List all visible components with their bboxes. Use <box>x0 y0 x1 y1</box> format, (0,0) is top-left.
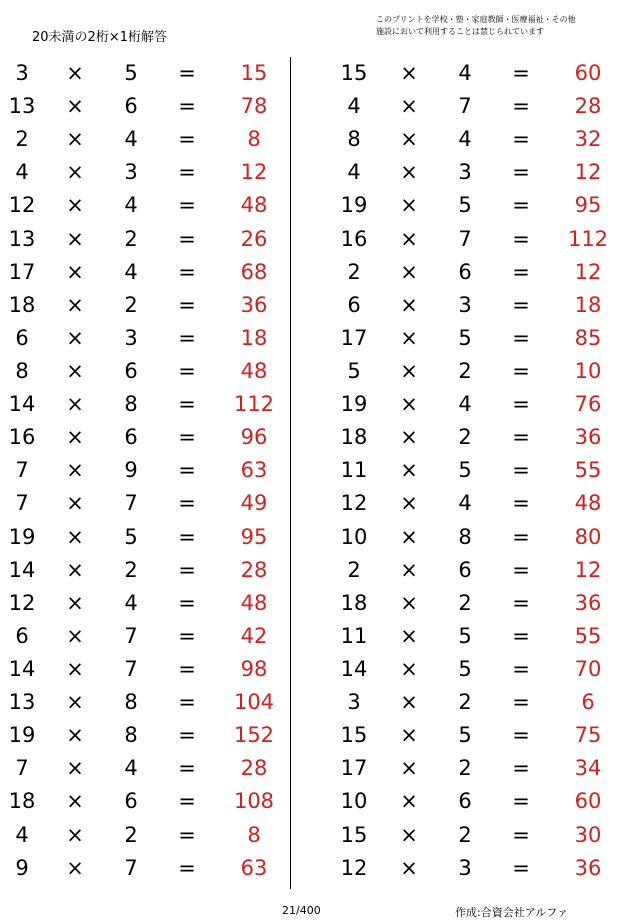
usage-notice-line: このプリントを学校・塾・家庭教師・医療福祉・その他 <box>376 15 576 24</box>
multiplicand: 14 <box>8 392 36 417</box>
multiplicand: 9 <box>15 855 29 880</box>
multiplier: 2 <box>458 358 472 383</box>
multiplicand: 12 <box>340 491 368 516</box>
multiplier: 7 <box>124 656 138 681</box>
answer: 55 <box>574 458 602 483</box>
times-symbol: × <box>400 259 418 284</box>
times-symbol: × <box>66 325 84 350</box>
answer: 36 <box>574 590 602 615</box>
equals-symbol: = <box>178 789 196 814</box>
equals-symbol: = <box>178 656 196 681</box>
answer: 63 <box>240 458 268 483</box>
answer: 48 <box>240 590 268 615</box>
multiplier: 7 <box>124 855 138 880</box>
column-divider <box>290 57 291 889</box>
equals-symbol: = <box>178 193 196 218</box>
multiplier: 5 <box>124 524 138 549</box>
multiplicand: 11 <box>340 458 368 483</box>
multiplier: 2 <box>458 690 472 715</box>
times-symbol: × <box>400 756 418 781</box>
multiplicand: 16 <box>8 425 36 450</box>
equals-symbol: = <box>512 160 530 185</box>
equals-symbol: = <box>512 259 530 284</box>
answer: 78 <box>240 94 268 119</box>
page-number: 21/400 <box>282 904 321 917</box>
answer: 8 <box>247 822 261 847</box>
equals-symbol: = <box>178 94 196 119</box>
usage-notice <box>376 14 576 38</box>
equals-symbol: = <box>512 855 530 880</box>
multiplier: 4 <box>458 127 472 152</box>
multiplier: 2 <box>458 822 472 847</box>
equals-symbol: = <box>178 690 196 715</box>
answer: 34 <box>574 756 602 781</box>
equals-symbol: = <box>512 61 530 85</box>
multiplicand: 12 <box>8 590 36 615</box>
times-symbol: × <box>66 590 84 615</box>
answer: 6 <box>581 690 595 715</box>
equals-symbol: = <box>512 325 530 350</box>
times-symbol: × <box>66 193 84 218</box>
times-symbol: × <box>400 127 418 152</box>
equals-symbol: = <box>512 358 530 383</box>
times-symbol: × <box>66 292 84 317</box>
times-symbol: × <box>66 491 84 516</box>
multiplier: 3 <box>458 292 472 317</box>
equals-symbol: = <box>178 491 196 516</box>
equals-symbol: = <box>512 623 530 648</box>
multiplicand: 7 <box>15 491 29 516</box>
answer: 63 <box>240 855 268 880</box>
answer: 85 <box>574 325 602 350</box>
multiplicand: 15 <box>340 723 368 748</box>
multiplier: 5 <box>458 193 472 218</box>
multiplier: 3 <box>124 160 138 185</box>
answer: 26 <box>240 226 268 251</box>
equals-symbol: = <box>512 226 530 251</box>
multiplicand: 8 <box>347 127 361 152</box>
answer: 55 <box>574 623 602 648</box>
answer: 104 <box>233 690 275 715</box>
times-symbol: × <box>400 61 418 85</box>
multiplier: 6 <box>458 557 472 582</box>
multiplier: 2 <box>124 292 138 317</box>
multiplicand: 13 <box>8 226 36 251</box>
equals-symbol: = <box>178 756 196 781</box>
equals-symbol: = <box>512 822 530 847</box>
times-symbol: × <box>66 789 84 814</box>
answer: 10 <box>574 358 602 383</box>
times-symbol: × <box>400 855 418 880</box>
answer: 70 <box>574 656 602 681</box>
multiplicand: 14 <box>8 557 36 582</box>
multiplier: 7 <box>124 491 138 516</box>
multiplier: 6 <box>458 259 472 284</box>
multiplicand: 12 <box>340 855 368 880</box>
multiplicand: 17 <box>8 259 36 284</box>
answer: 95 <box>240 524 268 549</box>
times-symbol: × <box>400 94 418 119</box>
multiplicand: 13 <box>8 690 36 715</box>
multiplicand: 5 <box>347 358 361 383</box>
multiplier: 2 <box>124 822 138 847</box>
equals-symbol: = <box>512 392 530 417</box>
multiplier: 5 <box>458 656 472 681</box>
answer: 75 <box>574 723 602 748</box>
times-symbol: × <box>400 789 418 814</box>
answer: 8 <box>247 127 261 152</box>
multiplicand: 15 <box>340 61 368 85</box>
multiplicand: 10 <box>340 789 368 814</box>
page-title: 20未満の2桁×1桁解答 <box>32 30 167 45</box>
multiplicand: 8 <box>15 358 29 383</box>
multiplier: 4 <box>458 491 472 516</box>
times-symbol: × <box>400 292 418 317</box>
multiplier: 5 <box>124 61 138 85</box>
multiplier: 3 <box>458 855 472 880</box>
multiplier: 4 <box>458 392 472 417</box>
answer: 112 <box>233 392 275 417</box>
multiplier: 8 <box>124 723 138 748</box>
multiplier: 2 <box>458 756 472 781</box>
equals-symbol: = <box>512 94 530 119</box>
equals-symbol: = <box>512 690 530 715</box>
answer: 32 <box>574 127 602 152</box>
times-symbol: × <box>400 425 418 450</box>
times-symbol: × <box>66 226 84 251</box>
multiplier: 6 <box>458 789 472 814</box>
multiplicand: 7 <box>15 756 29 781</box>
equals-symbol: = <box>178 392 196 417</box>
answer: 49 <box>240 491 268 516</box>
times-symbol: × <box>400 690 418 715</box>
multiplier: 2 <box>124 557 138 582</box>
answer: 96 <box>240 425 268 450</box>
multiplicand: 18 <box>8 292 36 317</box>
times-symbol: × <box>66 524 84 549</box>
multiplicand: 7 <box>15 458 29 483</box>
equals-symbol: = <box>512 656 530 681</box>
times-symbol: × <box>400 325 418 350</box>
multiplicand: 4 <box>347 160 361 185</box>
multiplicand: 3 <box>15 61 29 85</box>
times-symbol: × <box>66 855 84 880</box>
multiplicand: 13 <box>8 94 36 119</box>
answer: 68 <box>240 259 268 284</box>
times-symbol: × <box>66 392 84 417</box>
multiplier: 6 <box>124 358 138 383</box>
answer: 108 <box>233 789 275 814</box>
multiplicand: 4 <box>347 94 361 119</box>
answer: 30 <box>574 822 602 847</box>
answer: 95 <box>574 193 602 218</box>
equals-symbol: = <box>178 292 196 317</box>
multiplicand: 6 <box>15 325 29 350</box>
equals-symbol: = <box>178 723 196 748</box>
answer: 76 <box>574 392 602 417</box>
times-symbol: × <box>400 524 418 549</box>
multiplicand: 3 <box>347 690 361 715</box>
multiplicand: 2 <box>347 259 361 284</box>
answer: 12 <box>574 557 602 582</box>
multiplicand: 4 <box>15 160 29 185</box>
multiplier: 8 <box>124 690 138 715</box>
times-symbol: × <box>400 458 418 483</box>
equals-symbol: = <box>178 160 196 185</box>
multiplier: 6 <box>124 789 138 814</box>
equals-symbol: = <box>178 226 196 251</box>
times-symbol: × <box>400 392 418 417</box>
times-symbol: × <box>400 623 418 648</box>
multiplier: 7 <box>124 623 138 648</box>
answer: 28 <box>240 756 268 781</box>
times-symbol: × <box>66 358 84 383</box>
multiplicand: 2 <box>347 557 361 582</box>
equals-symbol: = <box>512 756 530 781</box>
equals-symbol: = <box>178 127 196 152</box>
equals-symbol: = <box>178 425 196 450</box>
multiplicand: 19 <box>340 193 368 218</box>
multiplier: 5 <box>458 458 472 483</box>
multiplicand: 14 <box>8 656 36 681</box>
answer: 12 <box>574 259 602 284</box>
answer: 98 <box>240 656 268 681</box>
multiplier: 7 <box>458 226 472 251</box>
multiplier: 4 <box>124 590 138 615</box>
times-symbol: × <box>66 623 84 648</box>
answer: 36 <box>574 425 602 450</box>
answer: 152 <box>233 723 275 748</box>
answer: 36 <box>240 292 268 317</box>
times-symbol: × <box>400 822 418 847</box>
answer: 28 <box>240 557 268 582</box>
equals-symbol: = <box>512 524 530 549</box>
times-symbol: × <box>400 491 418 516</box>
multiplicand: 12 <box>8 193 36 218</box>
multiplier: 5 <box>458 723 472 748</box>
answer: 36 <box>574 855 602 880</box>
credit-text: 作成:合資会社アルファ <box>455 906 569 919</box>
answer: 28 <box>574 94 602 119</box>
multiplier: 5 <box>458 325 472 350</box>
equals-symbol: = <box>512 292 530 317</box>
times-symbol: × <box>66 656 84 681</box>
multiplicand: 6 <box>347 292 361 317</box>
answer: 18 <box>574 292 602 317</box>
answer: 12 <box>574 160 602 185</box>
times-symbol: × <box>66 822 84 847</box>
answer: 15 <box>240 61 268 85</box>
times-symbol: × <box>400 723 418 748</box>
multiplicand: 11 <box>340 623 368 648</box>
equals-symbol: = <box>512 789 530 814</box>
equals-symbol: = <box>178 61 196 85</box>
equals-symbol: = <box>512 491 530 516</box>
equals-symbol: = <box>512 723 530 748</box>
usage-notice-line: 施設において利用することは禁じられています <box>376 27 544 36</box>
multiplicand: 17 <box>340 756 368 781</box>
multiplier: 6 <box>124 94 138 119</box>
times-symbol: × <box>400 590 418 615</box>
multiplier: 4 <box>124 193 138 218</box>
multiplier: 6 <box>124 425 138 450</box>
answer: 18 <box>240 325 268 350</box>
multiplicand: 19 <box>340 392 368 417</box>
multiplier: 2 <box>124 226 138 251</box>
multiplicand: 6 <box>15 623 29 648</box>
multiplier: 8 <box>124 392 138 417</box>
multiplier: 3 <box>124 325 138 350</box>
multiplicand: 10 <box>340 524 368 549</box>
multiplier: 2 <box>458 425 472 450</box>
multiplier: 2 <box>458 590 472 615</box>
equals-symbol: = <box>512 127 530 152</box>
multiplier: 5 <box>458 623 472 648</box>
answer: 48 <box>240 193 268 218</box>
times-symbol: × <box>400 193 418 218</box>
multiplier: 4 <box>124 756 138 781</box>
multiplicand: 4 <box>15 822 29 847</box>
multiplicand: 17 <box>340 325 368 350</box>
equals-symbol: = <box>512 425 530 450</box>
times-symbol: × <box>66 756 84 781</box>
multiplicand: 16 <box>340 226 368 251</box>
times-symbol: × <box>400 656 418 681</box>
equals-symbol: = <box>178 358 196 383</box>
multiplier: 3 <box>458 160 472 185</box>
equals-symbol: = <box>178 259 196 284</box>
answer: 48 <box>240 358 268 383</box>
equals-symbol: = <box>512 193 530 218</box>
answer: 48 <box>574 491 602 516</box>
times-symbol: × <box>66 425 84 450</box>
equals-symbol: = <box>178 325 196 350</box>
times-symbol: × <box>66 94 84 119</box>
answer: 80 <box>574 524 602 549</box>
multiplicand: 18 <box>340 425 368 450</box>
multiplier: 4 <box>124 259 138 284</box>
times-symbol: × <box>66 127 84 152</box>
times-symbol: × <box>400 160 418 185</box>
times-symbol: × <box>400 226 418 251</box>
times-symbol: × <box>66 458 84 483</box>
times-symbol: × <box>66 61 84 85</box>
multiplier: 4 <box>458 61 472 85</box>
equals-symbol: = <box>512 458 530 483</box>
equals-symbol: = <box>512 557 530 582</box>
times-symbol: × <box>66 690 84 715</box>
multiplicand: 19 <box>8 723 36 748</box>
equals-symbol: = <box>178 623 196 648</box>
answer: 60 <box>574 61 602 85</box>
times-symbol: × <box>66 723 84 748</box>
equals-symbol: = <box>178 590 196 615</box>
answer: 42 <box>240 623 268 648</box>
times-symbol: × <box>66 160 84 185</box>
multiplicand: 14 <box>340 656 368 681</box>
equals-symbol: = <box>178 822 196 847</box>
equals-symbol: = <box>178 458 196 483</box>
multiplier: 7 <box>458 94 472 119</box>
multiplicand: 18 <box>340 590 368 615</box>
times-symbol: × <box>66 259 84 284</box>
answer: 12 <box>240 160 268 185</box>
equals-symbol: = <box>512 590 530 615</box>
multiplicand: 15 <box>340 822 368 847</box>
equals-symbol: = <box>178 557 196 582</box>
equals-symbol: = <box>178 524 196 549</box>
equals-symbol: = <box>178 855 196 880</box>
multiplicand: 2 <box>15 127 29 152</box>
multiplier: 8 <box>458 524 472 549</box>
answer: 112 <box>567 226 609 251</box>
multiplicand: 18 <box>8 789 36 814</box>
multiplicand: 19 <box>8 524 36 549</box>
answer: 60 <box>574 789 602 814</box>
times-symbol: × <box>400 358 418 383</box>
multiplier: 9 <box>124 458 138 483</box>
times-symbol: × <box>66 557 84 582</box>
times-symbol: × <box>400 557 418 582</box>
multiplier: 4 <box>124 127 138 152</box>
